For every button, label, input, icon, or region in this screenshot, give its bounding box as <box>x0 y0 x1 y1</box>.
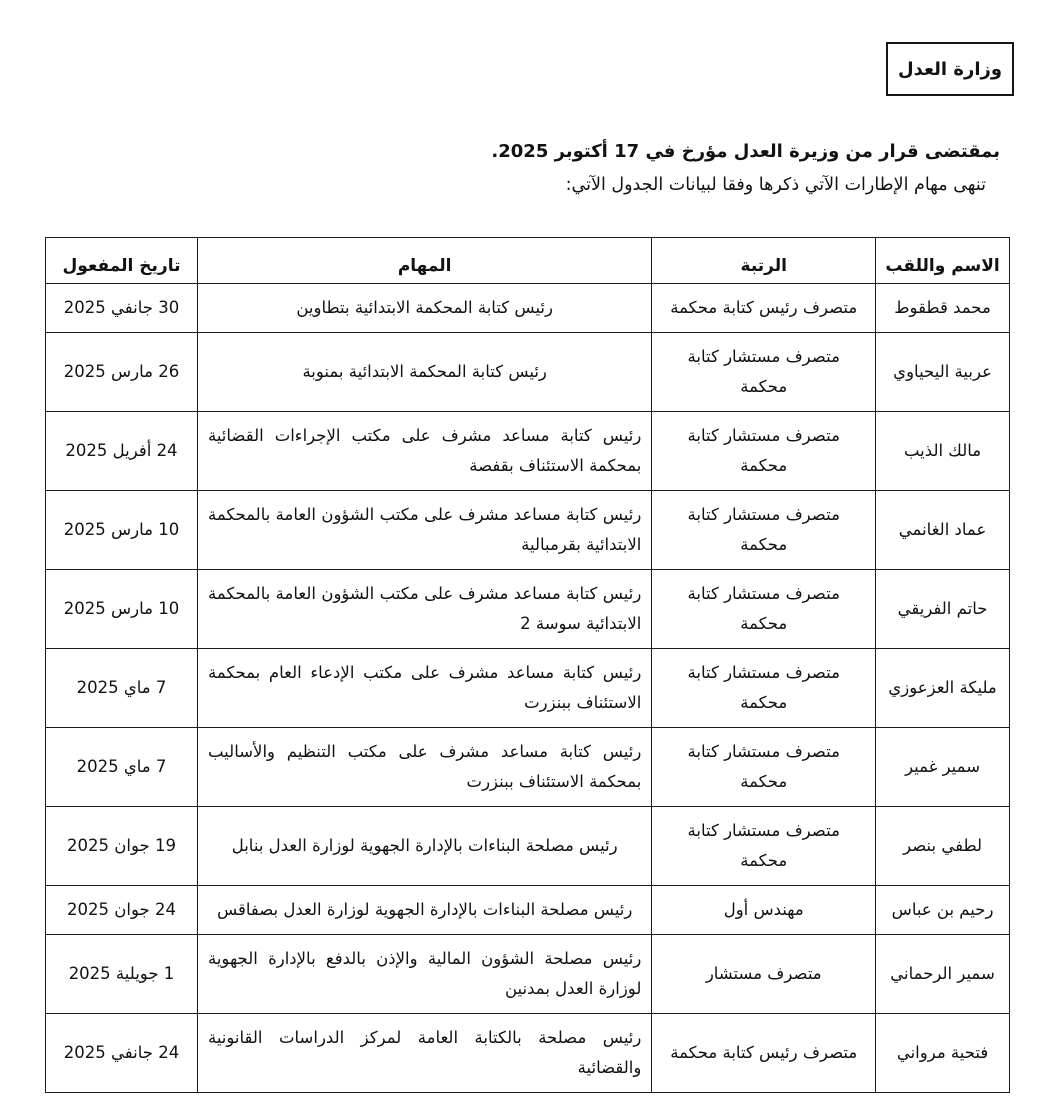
cell-name: مليكة العزعوزي <box>876 649 1010 728</box>
cell-rank: مهندس أول <box>652 886 876 935</box>
cell-duties: رئيس كتابة مساعد مشرف على مكتب الشؤون العامة بالمحكمة الابتدائية بقرمبالية <box>197 491 651 570</box>
cell-duties: رئيس كتابة مساعد مشرف على مكتب الإدعاء العام بمحكمة الاستئناف ببنزرت <box>197 649 651 728</box>
cell-date: 24 جوان 2025 <box>46 886 198 935</box>
cell-date: 26 مارس 2025 <box>46 333 198 412</box>
cell-rank: متصرف مستشار كتابة محكمة <box>652 491 876 570</box>
table-row <box>46 807 1010 886</box>
table-row <box>46 728 1010 807</box>
cell-rank: متصرف مستشار <box>652 935 876 1014</box>
header-duties: المهام <box>197 238 651 284</box>
table-header-row <box>46 238 1010 284</box>
cell-name: سمير غمير <box>876 728 1010 807</box>
cell-rank: متصرف مستشار كتابة محكمة <box>652 333 876 412</box>
table-row <box>46 570 1010 649</box>
cell-date: 19 جوان 2025 <box>46 807 198 886</box>
cell-date: 7 ماي 2025 <box>46 649 198 728</box>
cell-duties: رئيس كتابة المحكمة الابتدائية بتطاوين <box>197 284 651 333</box>
table-row <box>46 1014 1010 1093</box>
table-row <box>46 412 1010 491</box>
table-row <box>46 649 1010 728</box>
ministry-title: وزارة العدل <box>897 58 1003 80</box>
cell-duties: رئيس مصلحة البناءات بالإدارة الجهوية لوزارة العدل بصفاقس <box>197 886 651 935</box>
cell-duties: رئيس كتابة مساعد مشرف على مكتب الشؤون العامة بالمحكمة الابتدائية سوسة 2 <box>197 570 651 649</box>
table-row <box>46 491 1010 570</box>
cell-date: 1 جويلية 2025 <box>46 935 198 1014</box>
cell-date: 10 مارس 2025 <box>46 570 198 649</box>
intro-paragraph <box>360 136 1000 202</box>
ministry-title-box <box>886 42 1014 96</box>
table-row <box>46 935 1010 1014</box>
cell-rank: متصرف رئيس كتابة محكمة <box>652 284 876 333</box>
cell-rank: متصرف رئيس كتابة محكمة <box>652 1014 876 1093</box>
cell-name: سمير الرحماني <box>876 935 1010 1014</box>
cell-duties: رئيس مصلحة بالكتابة العامة لمركز الدراسات القانونية والقضائية <box>197 1014 651 1093</box>
cell-duties: رئيس كتابة مساعد مشرف على مكتب الإجراءات القضائية بمحكمة الاستئناف بقفصة <box>197 412 651 491</box>
table-row <box>46 333 1010 412</box>
cell-date: 24 أفريل 2025 <box>46 412 198 491</box>
cell-name: رحيم بن عباس <box>876 886 1010 935</box>
cell-name: محمد قطقوط <box>876 284 1010 333</box>
cell-rank: متصرف مستشار كتابة محكمة <box>652 728 876 807</box>
header-date: تاريخ المفعول <box>46 238 198 284</box>
terminations-table <box>45 237 1010 1093</box>
header-rank: الرتبة <box>652 238 876 284</box>
decree-statement: بمقتضى قرار من وزيرة العدل مؤرخ في 17 أكتوبر 2025. <box>491 141 1000 162</box>
cell-duties: رئيس كتابة مساعد مشرف على مكتب التنظيم والأساليب بمحكمة الاستئناف ببنزرت <box>197 728 651 807</box>
cell-rank: متصرف مستشار كتابة محكمة <box>652 807 876 886</box>
cell-date: 7 ماي 2025 <box>46 728 198 807</box>
cell-name: عماد الغانمي <box>876 491 1010 570</box>
cell-rank: متصرف مستشار كتابة محكمة <box>652 570 876 649</box>
table-row <box>46 284 1010 333</box>
cell-name: لطفي بنصر <box>876 807 1010 886</box>
cell-duties: رئيس مصلحة الشؤون المالية والإذن بالدفع بالإدارة الجهوية لوزارة العدل بمدنين <box>197 935 651 1014</box>
table-row <box>46 886 1010 935</box>
cell-name: مالك الذيب <box>876 412 1010 491</box>
cell-rank: متصرف مستشار كتابة محكمة <box>652 412 876 491</box>
table-body <box>46 284 1010 1093</box>
header-name: الاسم واللقب <box>876 238 1010 284</box>
cell-name: حاتم الفريقي <box>876 570 1010 649</box>
cell-date: 10 مارس 2025 <box>46 491 198 570</box>
cell-name: عربية اليحياوي <box>876 333 1010 412</box>
cell-rank: متصرف مستشار كتابة محكمة <box>652 649 876 728</box>
cell-date: 24 جانفي 2025 <box>46 1014 198 1093</box>
cell-duties: رئيس كتابة المحكمة الابتدائية بمنوبة <box>197 333 651 412</box>
table-lead-in: تنهى مهام الإطارات الآتي ذكرها وفقا لبيانات الجدول الآتي: <box>565 175 986 195</box>
cell-date: 30 جانفي 2025 <box>46 284 198 333</box>
cell-name: فتحية مرواني <box>876 1014 1010 1093</box>
cell-duties: رئيس مصلحة البناءات بالإدارة الجهوية لوزارة العدل بنابل <box>197 807 651 886</box>
